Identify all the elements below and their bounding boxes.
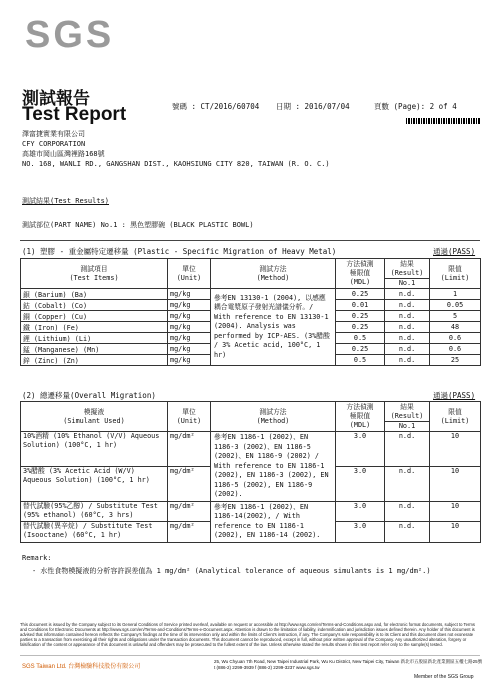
report-date: 日期 : 2016/07/04 [276,102,350,111]
row-unit: mg/kg [168,355,211,366]
title-cn: 測試報告 [22,89,90,109]
row-mdl: 3.0 [336,501,385,522]
footer-company: SGS Taiwan Ltd. 台灣檢驗科技股份有限公司 [22,664,141,670]
row-limit: 10 [430,432,481,467]
method-cell: 參考EN 13130-1 (2004), 以感應耦合電漿原子發射光譜儀分析。/ With reference to EN 13130-1 (2004). Analysis was performed by ICP-AES. (3%醋酸 / 3% Acetic acid, 100°C, 1 hr) [211,289,336,366]
row-limit: 1 [430,289,481,300]
row-item: 10%酒精 (10% Ethanol (V/V) Aqueous Solution) (100°C, 1 hr) [21,432,168,467]
row-item: 替代試驗(異辛烷) / Substitute Test (Isooctane) (60°C, 1 hr) [21,522,168,543]
heavy-metal-table [20,258,481,366]
row-result: n.d. [385,311,430,322]
col-unit: 單位 (Unit) [168,402,211,432]
row-unit: mg/kg [168,300,211,311]
row-item: 3%醋酸 (3% Acetic Acid (W/V) Aqueous Solution) (100°C, 1 hr) [21,466,168,501]
section1-title: (1) 塑膠 - 重金屬特定遷移量 (Plastic - Specific Migration of Heavy Metal) [22,247,337,256]
row-unit: mg/dm² [168,466,211,501]
col-test-items: 測試項目 (Test Items) [21,259,168,289]
col-method: 測試方法 (Method) [211,259,336,289]
remark-line: - 水性食物模擬液的分析容許誤差值為 1 mg/dm² (Analytical tolerance of aqueous simulants is 1 mg/dm².) [32,567,431,575]
divider [20,240,480,241]
client-name-en: CFY CORPORATION [22,140,86,148]
client-block [22,129,482,169]
row-limit: 5 [430,311,481,322]
row-unit: mg/dm² [168,432,211,467]
col-limit: 限值 (Limit) [430,259,481,289]
row-limit: 10 [430,466,481,501]
row-limit: 10 [430,501,481,522]
row-mdl: 3.0 [336,432,385,467]
method-cell-a: 參考EN 1186-1 (2002)、EN 1186-3 (2002)、EN 1186-5 (2002)、EN 1186-9 (2002) / With reference to EN 1186-1 (2002), EN 1186-3 (2002), EN 1186-5 (2002), EN 1186-9 (2002). [211,432,336,502]
row-result: n.d. [385,322,430,333]
remark-label: Remark: [22,554,52,562]
row-result: n.d. [385,333,430,344]
method-cell-b: 參考EN 1186-1 (2002)、EN 1186-14(2002), / With reference to EN 1186-1 (2002), EN 1186-14 (2002). [211,501,336,542]
col-method: 測試方法 (Method) [211,402,336,432]
row-unit: mg/kg [168,289,211,300]
col-no1: No.1 [385,422,430,432]
row-limit: 25 [430,355,481,366]
footer-disclaimer: This document is issued by the Company subject to its General Conditions of Service printed overleaf, available on request or accessible at http://www.sgs.com/en/Terms-and-Conditions.aspx and, for electronic format documents, subject to Terms and Conditions for Electronic Documents at http://www.sgs.com/en/Terms-and-Conditions/Terms-e-Document.aspx. Attention is drawn to the limitation of liability, indemnification and jurisdiction issues defined therein. Any holder of this document is advised that information contained hereon reflects the Company's findings at the time of its intervention only and within the limits of Client's instruction, if any. The Company's sole responsibility is to its Client and this document does not exonerate parties to a transaction from exercising all their rights and obligations under the transaction documents. This document cannot be reproduced, except in full, without prior written approval of the Company. Any unauthorized alteration, forgery or falsification of the content or appearance of this document is unlawful and offenders may be prosecuted to the fullest extent of the law. Unless otherwise stated the results shown in this test report refer only to the sample(s) tested. [20,622,475,647]
client-address-cn: 高雄市岡山區灣裡路168號 [22,150,105,158]
row-mdl: 3.0 [336,466,385,501]
table-row [21,432,481,467]
footer-address: 25, Wu Chyuan 7th Road, New Taipei Industrial Park, Wu Ku District, New Taipei City, Taiwan 新北市五股區新北產業園區五權七路25號 t (886-2) 2299-3939 f (886-2) 2299-3237 www.sgs.tw [214,659,483,670]
footer-member: Member of the SGS Group [414,674,474,680]
footer-divider [20,655,480,656]
col-mdl: 方法偵測 極限值 (MDL) [336,402,385,432]
page-number: 頁數 (Page): 2 of 4 [374,102,457,111]
row-item: 鐵 (Iron) (Fe) [21,322,168,333]
row-result: n.d. [385,289,430,300]
row-result: n.d. [385,300,430,311]
row-limit: 10 [430,522,481,543]
row-unit: mg/kg [168,344,211,355]
client-name-cn: 澤富捷實業有限公司 [22,130,85,138]
col-result: 結果 (Result) [385,402,430,422]
row-mdl: 0.25 [336,311,385,322]
table-row [21,501,481,522]
client-address-en: NO. 168, WANLI RD., GANGSHAN DIST., KAOHSIUNG CITY 820, TAIWAN (R. O. C.) [22,160,330,168]
col-unit: 單位 (Unit) [168,259,211,289]
barcode [406,118,480,124]
row-item: 鋅 (Zinc) (Zn) [21,355,168,366]
section1-pass: 通過(PASS) [433,247,476,256]
row-mdl: 0.25 [336,322,385,333]
table-row [21,289,481,300]
row-item: 鋰 (Lithium) (Li) [21,333,168,344]
row-mdl: 3.0 [336,522,385,543]
part-name: 測試部位(PART NAME) No.1 : 黑色塑膠碗 (BLACK PLASTIC BOWL) [22,221,254,229]
row-mdl: 0.5 [336,355,385,366]
row-limit: 0.6 [430,333,481,344]
row-result: n.d. [385,344,430,355]
title-en: Test Report [22,104,127,125]
row-unit: mg/dm² [168,501,211,522]
col-no1: No.1 [385,279,430,289]
row-result: n.d. [385,355,430,366]
report-number: 號碼 : CT/2016/60704 [172,102,260,111]
col-mdl: 方法偵測 極限值 (MDL) [336,259,385,289]
row-unit: mg/dm² [168,522,211,543]
col-limit: 限值 (Limit) [430,402,481,432]
row-unit: mg/kg [168,322,211,333]
row-result: n.d. [385,522,430,543]
row-limit: 48 [430,322,481,333]
section2-pass: 通過(PASS) [433,391,476,400]
row-item: 鋇 (Barium) (Ba) [21,289,168,300]
row-mdl: 0.25 [336,289,385,300]
results-heading: 測試結果(Test Results) [22,197,110,205]
row-item: 錳 (Manganese) (Mn) [21,344,168,355]
row-limit: 0.05 [430,300,481,311]
row-mdl: 0.5 [336,333,385,344]
overall-migration-table [20,401,481,543]
row-unit: mg/kg [168,333,211,344]
sgs-logo: SGS [25,14,115,56]
row-mdl: 0.25 [336,344,385,355]
row-item: 銅 (Copper) (Cu) [21,311,168,322]
row-result: n.d. [385,432,430,467]
section2-title: (2) 總遷移量(Overall Migration) [22,391,156,400]
row-limit: 0.6 [430,344,481,355]
col-result: 結果 (Result) [385,259,430,279]
row-result: n.d. [385,501,430,522]
col-simulant: 模擬液 (Simulant Used) [21,402,168,432]
row-item: 替代試驗(95%乙醇) / Substitute Test (95% ethanol) (60°C, 3 hrs) [21,501,168,522]
row-unit: mg/kg [168,311,211,322]
row-result: n.d. [385,466,430,501]
row-item: 鈷 (Cobalt) (Co) [21,300,168,311]
row-mdl: 0.01 [336,300,385,311]
